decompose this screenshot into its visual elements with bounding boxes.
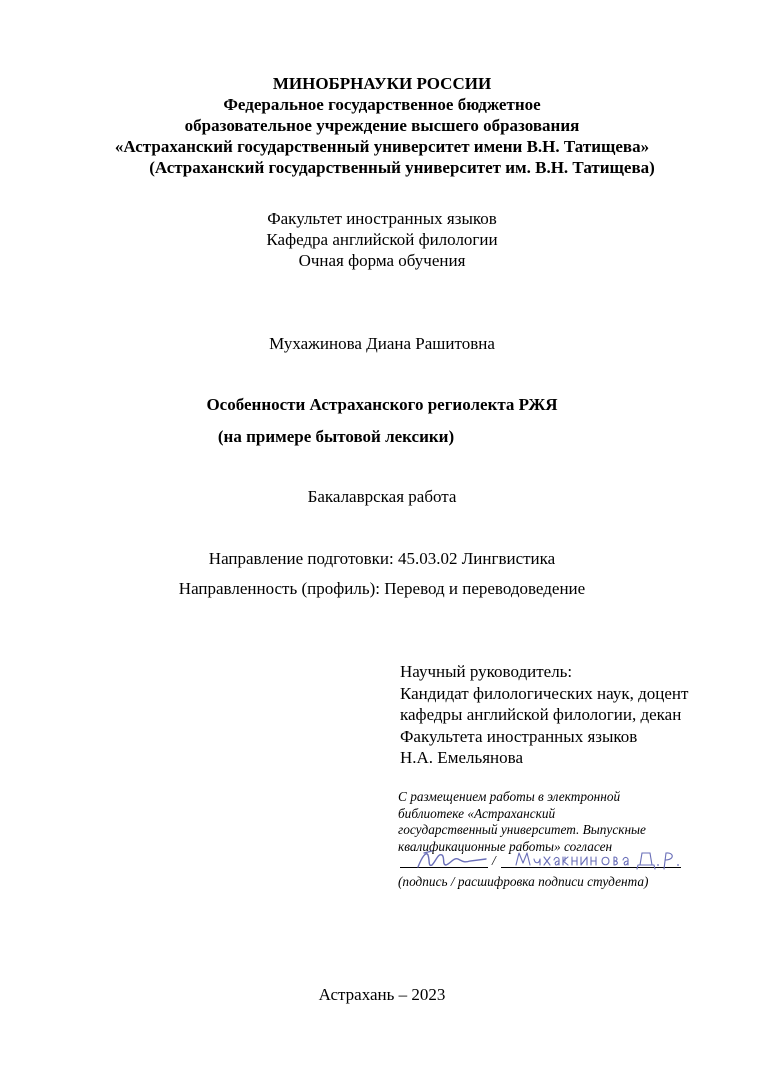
study-form: Очная форма обучения <box>298 251 466 270</box>
thesis-title-line-2: (на примере бытовой лексики) <box>217 427 455 446</box>
consent-line-2: библиотеке «Астраханский <box>398 805 556 821</box>
institution-line-2: образовательное учреждение высшего образования <box>184 116 580 135</box>
signature-caption: (подпись / расшифровка подписи студента) <box>398 874 649 889</box>
supervisor-block <box>400 661 688 769</box>
city-year: Астрахань – 2023 <box>318 985 446 1004</box>
thesis-title-line-1: Особенности Астраханского региолекта РЖЯ <box>206 395 558 414</box>
institution-line-3: «Астраханский государственный университет имени В.Н. Татищева» <box>114 137 650 156</box>
department-name: Кафедра английской филологии <box>266 230 498 249</box>
institution-line-4: (Астраханский государственный университет им. В.Н. Татищева) <box>149 158 655 177</box>
faculty-name: Факультет иностранных языков <box>267 209 497 228</box>
consent-line-4: квалификационные работы» согласен <box>398 838 613 854</box>
supervisor-faculty: Факультета иностранных языков <box>400 726 638 746</box>
consent-statement <box>398 789 646 855</box>
study-direction: Направление подготовки: 45.03.02 Лингвистика <box>208 549 556 568</box>
signature-separator: / <box>492 853 496 868</box>
supervisor-label: Научный руководитель: <box>400 662 573 681</box>
ministry-title: МИНОБРНАУКИ РОССИИ <box>272 74 492 93</box>
supervisor-degree: Кандидат филологических наук, доцент <box>400 683 689 703</box>
supervisor-position: кафедры английской филологии, декан <box>400 705 682 724</box>
supervisor-name: Н.А. Емельянова <box>400 748 523 767</box>
institution-line-1: Федеральное государственное бюджетное <box>223 95 541 114</box>
work-type: Бакалаврская работа <box>307 487 457 506</box>
consent-line-3: государственный университет. Выпускные <box>398 822 646 837</box>
handwritten-signature <box>398 847 688 873</box>
study-profile: Направленность (профиль): Перевод и переводоведение <box>178 579 586 598</box>
signature-row <box>398 847 688 873</box>
author-name: Мухажинова Диана Рашитовна <box>269 334 495 353</box>
consent-line-1: С размещением работы в электронной <box>398 789 621 804</box>
